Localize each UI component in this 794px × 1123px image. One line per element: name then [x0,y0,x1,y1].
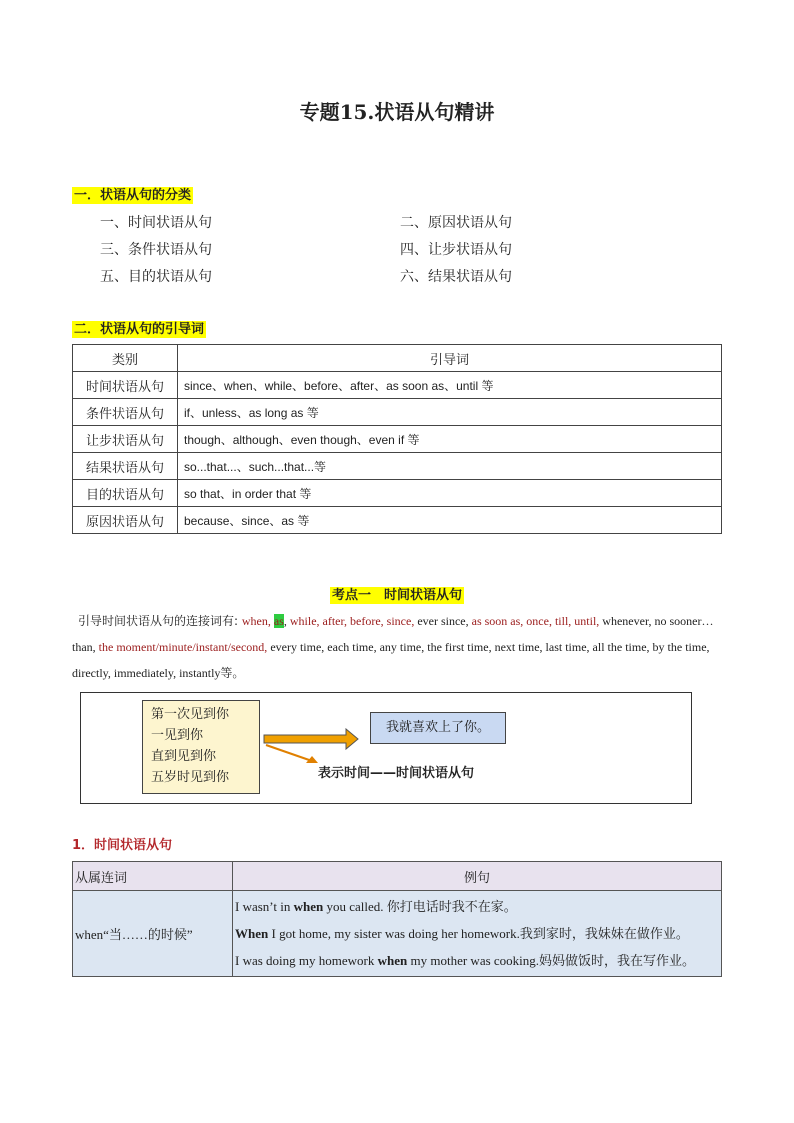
table-cell: 让步状语从句 [73,426,178,453]
intro-keyword: while, after, before, since, [289,614,415,628]
table-cell: though、although、even though、even if 等 [178,426,722,453]
section-heading-time-clause: 1．时间状语从句 [72,838,173,853]
clause-example-line: 五岁时见到你 [151,770,230,785]
intro-text: ever since, [414,614,472,628]
table-row [73,480,722,507]
classification-item: 五、目的状语从句 [100,269,212,285]
clause-example-line: 直到见到你 [151,749,217,764]
section-heading-text: 一．状语从句的分类 [74,188,192,203]
example-table [72,861,722,977]
table-header-row [73,345,722,372]
intro-keyword: as soon as, once, till, until, [471,614,600,628]
intro-lead: 引导时间状语从句的连接词有: [78,614,242,628]
introducer-table [72,344,722,534]
table-cell: so...that...、such...that...等 [178,453,722,480]
table-header-row [73,862,722,891]
table-row [73,372,722,399]
clause-example-line: 一见到你 [151,728,204,743]
conjunction-cell: when“当……的时候” [73,891,233,977]
example-text: I wasn’t in [235,899,294,914]
table-row [73,399,722,426]
example-text: I was doing my homework [235,953,378,968]
example-sentence [235,920,719,947]
table-header-cell: 例句 [233,862,722,891]
intro-text: every time, each time, any time, the first time, next time, last time, all the time, by the time, directly, immediately, instantly等。 [72,640,710,680]
main-clause-box: 我就喜欢上了你。 [370,712,506,744]
table-cell: 原因状语从句 [73,507,178,534]
table-header-cell: 类别 [73,345,178,372]
right-arrow-icon [264,729,358,749]
example-sentence [235,893,719,920]
example-text: I got home, my sister was doing her homework.我到家时，我妹妹在做作业。 [268,926,689,941]
section-heading-classification [72,184,193,203]
classification-item: 二、原因状语从句 [400,215,512,231]
clause-examples-box [142,700,260,794]
table-cell: 结果状语从句 [73,453,178,480]
table-cell: 目的状语从句 [73,480,178,507]
table-row [73,507,722,534]
table-cell: so that、in order that 等 [178,480,722,507]
down-arrow-icon [266,745,312,761]
table-row [73,453,722,480]
example-keyword: when [377,953,408,968]
classification-item: 六、结果状语从句 [400,269,512,285]
conjunction-paragraph [72,608,724,686]
section-heading-text: 二．状语从句的引导词 [74,322,205,337]
example-keyword: when [293,899,324,914]
classification-item: 四、让步状语从句 [400,242,512,258]
section-heading-introducers [72,318,206,337]
table-cell: if、unless、as long as 等 [178,399,722,426]
clause-example-line: 第一次见到你 [151,707,230,722]
classification-item: 一、时间状语从句 [100,215,212,231]
table-cell: since、when、while、before、after、as soon as、until 等 [178,372,722,399]
intro-keyword: when, [241,614,274,628]
examples-cell [233,891,722,977]
intro-text: , [283,614,290,628]
page-title: 专题15.状语从句精讲 [299,100,495,124]
table-cell: 时间状语从句 [73,372,178,399]
table-row [73,891,722,977]
classification-item: 三、条件状语从句 [100,242,212,258]
table-header-cell: 引导词 [178,345,722,372]
intro-text: whenever, no sooner…than, [72,614,714,654]
kaodian-heading [0,584,794,603]
intro-keyword: the moment/minute/instant/second, [98,640,268,654]
example-text: you called. 你打电话时我不在家。 [323,899,517,914]
table-header-cell: 从属连词 [73,862,233,891]
table-cell: 条件状语从句 [73,399,178,426]
intro-keyword-highlight: as [273,614,284,628]
example-keyword: When [235,926,269,941]
example-text: my mother was cooking.妈妈做饭时，我在写作业。 [407,953,696,968]
kaodian-text: 考点一 时间状语从句 [331,588,462,603]
example-sentence [235,947,719,974]
diagram-caption: 表示时间——时间状语从句 [318,766,475,781]
table-row [73,426,722,453]
table-cell: because、since、as 等 [178,507,722,534]
